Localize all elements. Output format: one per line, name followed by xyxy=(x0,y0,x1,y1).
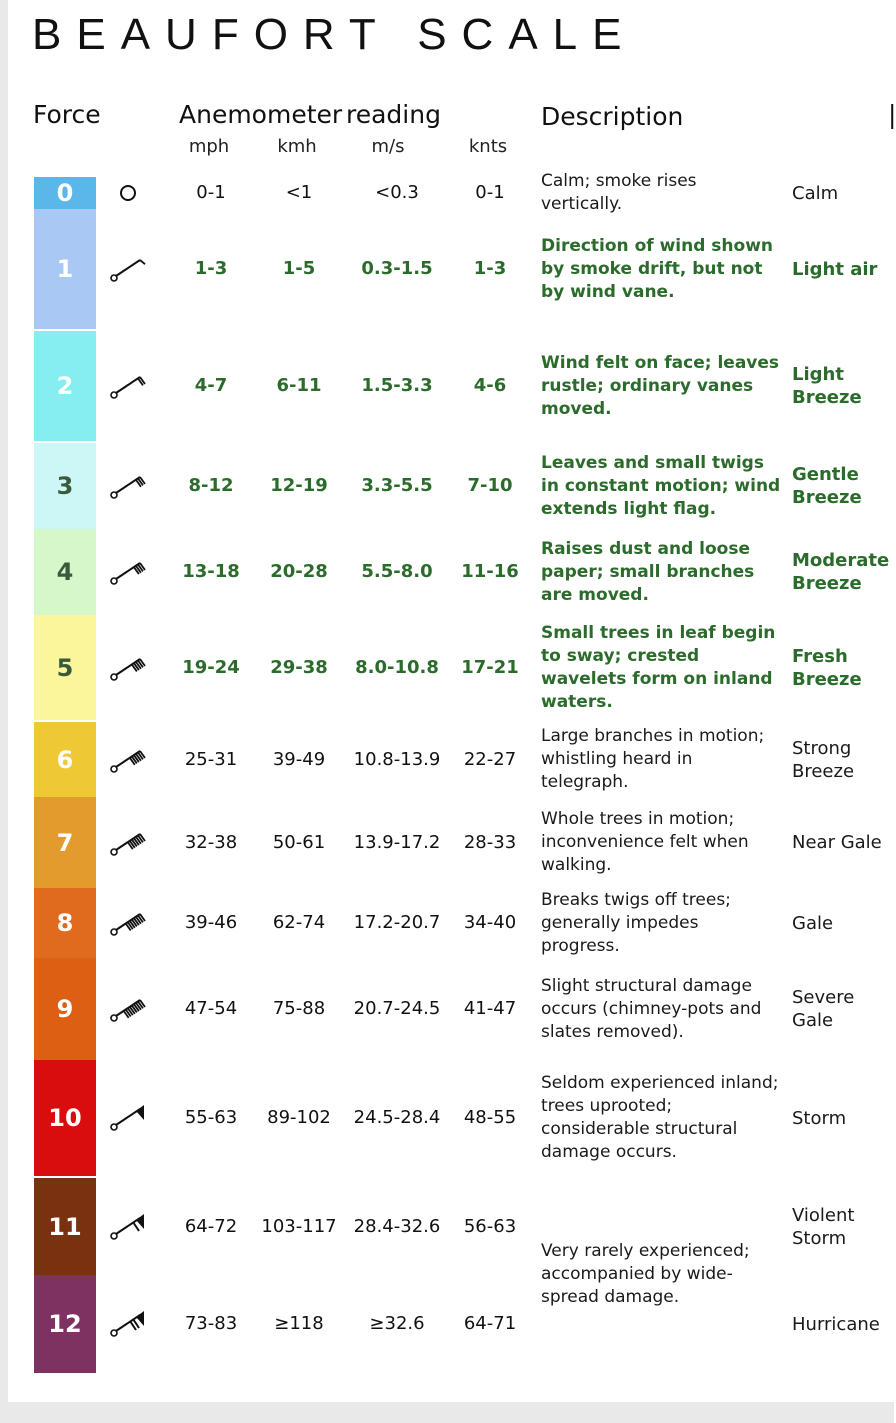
cell-description: Raises dust and loose paper; small branches are moved. xyxy=(541,538,755,605)
wind-barb-11-icon xyxy=(106,1207,154,1247)
cell-mph: 39-46 xyxy=(184,912,238,933)
wind-barb-6-icon xyxy=(106,740,154,780)
cell-mph: 73-83 xyxy=(184,1313,238,1334)
cell-kmh: <1 xyxy=(285,182,313,203)
table-row xyxy=(0,443,894,529)
force-swatch: 11 xyxy=(34,1178,96,1275)
cell-description: Small trees in leaf begin to sway; crested wavelets form on inland waters. xyxy=(541,622,776,712)
cell-ms: 3.3-5.5 xyxy=(361,475,433,496)
calm-circle-icon xyxy=(106,173,154,213)
wind-barb-5-icon xyxy=(106,648,154,688)
cell-mph: 47-54 xyxy=(184,998,238,1019)
cell-knts: 4-6 xyxy=(473,375,507,396)
cell-mph: 25-31 xyxy=(184,748,238,770)
cell-name: Light Breeze xyxy=(792,364,862,408)
wind-barb-7-icon xyxy=(106,823,154,863)
cell-ms: 28.4-32.6 xyxy=(353,1215,441,1237)
unit-mph: mph xyxy=(188,136,230,157)
force-swatch: 8 xyxy=(34,888,96,958)
table-row xyxy=(0,888,894,958)
wind-barb-12-icon xyxy=(106,1304,154,1344)
cell-name: Strong Breeze xyxy=(792,737,855,782)
header-cutoff-mark: | xyxy=(888,100,896,129)
cell-mph: 13-18 xyxy=(182,561,240,582)
cell-kmh: 50-61 xyxy=(272,831,326,853)
cell-knts: 64-71 xyxy=(463,1313,517,1334)
table-row xyxy=(0,958,894,1060)
cell-knts: 17-21 xyxy=(461,656,519,678)
cell-name: Gentle Breeze xyxy=(792,464,862,508)
wind-barb-8-icon xyxy=(106,903,154,943)
cell-description: Direction of wind shown by smoke drift, but not by wind vane. xyxy=(541,235,774,302)
unit-ms: m/s xyxy=(371,136,405,157)
force-swatch: 0 xyxy=(34,177,96,209)
cell-mph: 55-63 xyxy=(184,1107,238,1128)
cell-kmh: 103-117 xyxy=(261,1215,337,1237)
cell-kmh: 39-49 xyxy=(272,748,326,770)
cell-kmh: 12-19 xyxy=(270,475,328,496)
cell-mph: 1-3 xyxy=(194,258,228,279)
cell-name: Near Gale xyxy=(792,832,882,853)
header-description: Description xyxy=(541,102,684,131)
wind-barb-2-icon xyxy=(106,366,154,406)
cell-mph: 19-24 xyxy=(182,656,240,678)
wind-barb-10-icon xyxy=(106,1098,154,1138)
cell-name: Calm xyxy=(792,182,839,204)
table-row xyxy=(0,171,894,214)
cell-mph: 4-7 xyxy=(194,375,228,396)
cell-name: Storm xyxy=(792,1107,847,1129)
header-reading: reading xyxy=(346,100,441,129)
cell-mph: 0-1 xyxy=(196,182,226,203)
cell-ms: 8.0-10.8 xyxy=(355,656,439,678)
cell-kmh: 6-11 xyxy=(276,375,322,396)
table-row xyxy=(0,1060,894,1176)
force-swatch: 9 xyxy=(34,958,96,1060)
force-swatch: 2 xyxy=(34,331,96,441)
cell-knts: 22-27 xyxy=(463,748,517,770)
cell-knts: 56-63 xyxy=(463,1215,517,1237)
force-swatch: 12 xyxy=(34,1275,96,1373)
cell-name: Severe Gale xyxy=(792,987,855,1031)
cell-mph: 32-38 xyxy=(184,831,238,853)
cell-knts: 1-3 xyxy=(473,258,507,279)
cell-ms: 13.9-17.2 xyxy=(353,831,441,853)
force-swatch: 7 xyxy=(34,797,96,888)
wind-barb-1-icon xyxy=(106,249,154,289)
cell-name: Hurricane xyxy=(792,1313,880,1335)
cell-kmh: 1-5 xyxy=(282,258,316,279)
cell-name: Moderate Breeze xyxy=(792,550,890,594)
force-swatch: 1 xyxy=(34,209,96,329)
cell-kmh: 29-38 xyxy=(270,656,328,678)
cell-description: Breaks twigs off trees; generally impedes progress. xyxy=(541,889,731,956)
table-row xyxy=(0,331,894,441)
cell-description: Wind felt on face; leaves rustle; ordinary vanes moved. xyxy=(541,352,780,419)
cell-mph: 64-72 xyxy=(184,1215,238,1237)
force-swatch: 5 xyxy=(34,615,96,720)
table-row xyxy=(0,529,894,615)
force-swatch: 4 xyxy=(34,529,96,615)
cell-name: Violent Storm xyxy=(792,1204,855,1249)
cell-mph: 8-12 xyxy=(188,475,234,496)
cell-description: Slight structural damage occurs (chimney-pots and slates removed). xyxy=(541,975,762,1042)
cell-knts: 41-47 xyxy=(463,998,517,1019)
page-title: BEAUFORT SCALE xyxy=(32,10,637,59)
cell-knts: 48-55 xyxy=(463,1107,517,1128)
header-anemometer: Anemometer xyxy=(179,100,343,129)
cell-name: Light air xyxy=(792,258,878,280)
force-swatch: 10 xyxy=(34,1060,96,1176)
force-swatch: 6 xyxy=(34,722,96,797)
header-force: Force xyxy=(33,100,101,129)
shared-description-11-12: Very rarely experienced; accompanied by wide-spread damage. xyxy=(541,1241,750,1307)
cell-name: Fresh Breeze xyxy=(792,645,862,690)
wind-barb-4-icon xyxy=(106,552,154,592)
cell-description: Seldom experienced inland; trees uprooted; considerable structural damage occurs. xyxy=(541,1073,779,1162)
cell-description: Leaves and small twigs in constant motion; wind extends light flag. xyxy=(541,452,781,519)
cell-ms: 0.3-1.5 xyxy=(361,258,433,279)
cell-ms: 24.5-28.4 xyxy=(353,1107,441,1128)
cell-name: Gale xyxy=(792,912,834,934)
cell-knts: 7-10 xyxy=(467,475,513,496)
cell-description: Calm; smoke rises vertically. xyxy=(541,171,697,214)
cell-ms: 20.7-24.5 xyxy=(353,998,441,1019)
cell-kmh: 75-88 xyxy=(272,998,326,1019)
cell-ms: 10.8-13.9 xyxy=(353,748,441,770)
wind-barb-3-icon xyxy=(106,466,154,506)
unit-knts: knts xyxy=(468,136,508,157)
cell-ms: 5.5-8.0 xyxy=(361,561,433,582)
cell-knts: 11-16 xyxy=(461,561,519,582)
cell-kmh: 20-28 xyxy=(270,561,328,582)
cell-ms: 1.5-3.3 xyxy=(361,375,433,396)
cell-kmh: ≥118 xyxy=(274,1313,324,1334)
cell-ms: ≥32.6 xyxy=(369,1313,425,1334)
wind-barb-9-icon xyxy=(106,989,154,1029)
cell-kmh: 62-74 xyxy=(272,912,326,933)
cell-knts: 34-40 xyxy=(463,912,517,933)
table-row xyxy=(0,797,894,888)
force-swatch: 3 xyxy=(34,443,96,529)
cell-kmh: 89-102 xyxy=(267,1107,331,1128)
cell-description: Whole trees in motion; inconvenience felt when walking. xyxy=(541,809,749,875)
page-bottom-border xyxy=(0,1402,894,1423)
unit-kmh: kmh xyxy=(277,136,317,157)
cell-description: Large branches in motion; whistling heard in telegraph. xyxy=(541,726,765,792)
cell-knts: 28-33 xyxy=(463,831,517,853)
table-row xyxy=(0,615,894,720)
cell-ms: 17.2-20.7 xyxy=(353,912,441,933)
table-row xyxy=(0,209,894,329)
cell-knts: 0-1 xyxy=(475,182,505,203)
table-row xyxy=(0,722,894,797)
cell-ms: <0.3 xyxy=(375,182,419,203)
